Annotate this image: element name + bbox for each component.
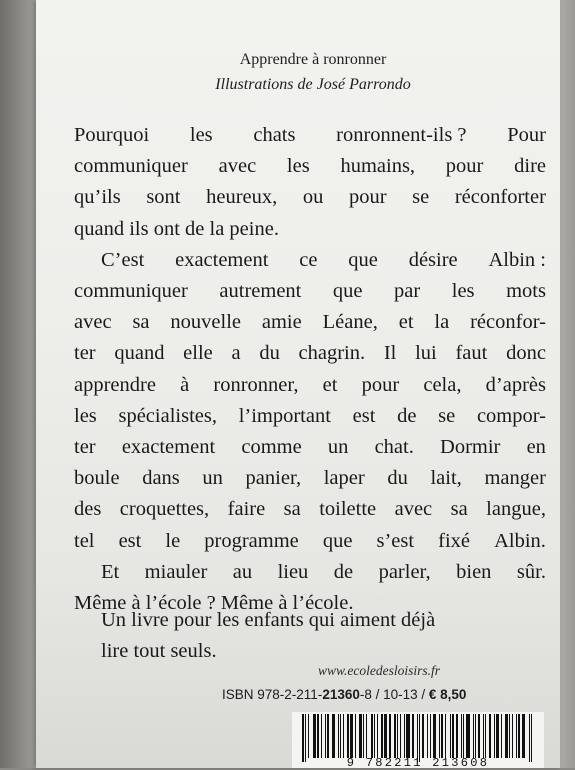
blurb-word: croquettes, — [119, 498, 210, 521]
blurb-word: faire — [227, 498, 266, 521]
barcode-bar — [427, 714, 428, 758]
barcode-bar — [445, 714, 446, 758]
blurb-word: réconfor- — [470, 311, 546, 334]
barcode-bar — [350, 714, 352, 758]
blurb-word: Albin : — [488, 248, 546, 271]
barcode-bar — [485, 714, 486, 758]
tagline-line: lire tout seuls. — [101, 640, 217, 662]
blurb-word: lait, — [430, 467, 462, 490]
barcode-bar — [516, 714, 517, 758]
barcode-bar — [332, 714, 335, 758]
barcode-bar — [531, 714, 532, 762]
book-title: Apprendre à ronronner — [239, 51, 387, 68]
blurb-word: exactement — [121, 436, 216, 459]
blurb-word: sont — [146, 186, 181, 209]
barcode-bar — [466, 714, 469, 758]
blurb-word: ter — [74, 342, 96, 365]
barcode-bar — [355, 714, 356, 758]
barcode-bar — [371, 714, 373, 758]
blurb-word: ronronnent-ils ? — [336, 124, 467, 146]
blurb-word: dire — [514, 155, 546, 178]
barcode-bar — [302, 714, 304, 762]
barcode — [292, 712, 544, 768]
blurb-word: les — [74, 404, 97, 427]
blurb-text — [74, 120, 546, 619]
blurb-word: et — [398, 311, 414, 334]
blurb-line — [74, 526, 546, 557]
blurb-word: et — [322, 373, 338, 396]
barcode-digits: 9 782211 213608 — [346, 756, 490, 770]
blurb-word: comme — [241, 436, 302, 459]
barcode-bar — [325, 714, 326, 758]
barcode-bar — [509, 714, 510, 758]
blurb-line — [74, 370, 546, 401]
blurb-word: compor- — [476, 404, 546, 427]
barcode-bar — [496, 714, 499, 758]
blurb-line — [74, 432, 546, 463]
blurb-word: Pourquoi — [74, 124, 150, 146]
blurb-line — [74, 557, 546, 588]
blurb-word: laper — [323, 467, 365, 490]
blurb-word: l’important — [238, 404, 331, 427]
blurb-word: miauler — [144, 560, 208, 583]
barcode-bar — [475, 714, 476, 758]
barcode-bar — [452, 714, 454, 758]
blurb-word: donc — [506, 342, 546, 365]
isbn-bold: 21360 — [322, 687, 360, 702]
barcode-bar — [489, 714, 491, 758]
blurb-word: fixé — [438, 529, 471, 552]
blurb-word: chat. — [374, 436, 414, 459]
barcode-bar — [529, 714, 530, 762]
blurb-word: un — [202, 467, 223, 490]
blurb-word: se — [412, 186, 430, 209]
book-back-cover — [36, 0, 560, 768]
barcode-bar — [512, 714, 513, 758]
barcode-bar — [439, 714, 440, 758]
tagline-line: Un livre pour les enfants qui aiment déjà — [101, 609, 436, 631]
price: € 8,50 — [428, 687, 467, 702]
blurb-line — [74, 276, 546, 307]
blurb-word: langue, — [486, 498, 546, 521]
barcode-bar — [343, 714, 344, 758]
blurb-word: bien — [456, 560, 492, 583]
blurb-word: de — [397, 404, 417, 427]
blurb-word: avec — [74, 311, 112, 334]
blurb-word: du — [387, 467, 408, 490]
barcode-bar — [430, 714, 431, 758]
blurb-word: en — [526, 436, 546, 459]
barcode-bar — [338, 714, 339, 758]
barcode-bar — [397, 714, 398, 758]
blurb-word: communiquer — [74, 155, 188, 178]
barcode-bar — [305, 714, 306, 762]
barcode-bar — [400, 714, 401, 758]
blurb-word: les — [286, 155, 310, 178]
blurb-word: sûr. — [516, 560, 546, 583]
blurb-word: Dormir — [440, 436, 501, 459]
blurb-word: que — [348, 248, 378, 271]
barcode-bar — [321, 714, 322, 758]
barcode-bar — [473, 714, 474, 758]
blurb-word: Et — [101, 560, 120, 583]
barcode-bar — [308, 714, 309, 758]
blurb-word: par — [394, 280, 421, 303]
blurb-word: programme — [204, 529, 299, 552]
blurb-word: spécialistes, — [118, 404, 217, 427]
barcode-bar — [417, 714, 418, 762]
blurb-word: qu’ils — [74, 186, 121, 209]
blurb-line — [74, 463, 546, 494]
blurb-word: elle — [183, 342, 213, 365]
blurb-word: dans — [142, 467, 180, 490]
barcode-bar — [317, 714, 319, 758]
blurb-word: a — [231, 342, 241, 365]
blurb-word: les — [189, 124, 213, 146]
barcode-bar — [501, 714, 502, 758]
blurb-word: réconforter — [454, 186, 546, 209]
barcode-bar — [381, 714, 383, 758]
blurb-word: panier, — [245, 467, 302, 490]
blurb-word: chats — [253, 124, 296, 146]
blurb-word: chagrin. — [298, 342, 366, 365]
blurb-line — [74, 151, 546, 182]
blurb-word: de — [333, 560, 354, 583]
blurb-word: pour — [348, 186, 387, 209]
barcode-bar — [347, 714, 349, 758]
blurb-word: que — [322, 529, 353, 552]
barcode-bar — [377, 714, 378, 758]
blurb-word: désire — [408, 248, 458, 271]
blurb-word: boule — [74, 467, 120, 490]
barcode-bar — [374, 714, 375, 758]
blurb-word: avec — [218, 155, 257, 178]
blurb-word: amie — [261, 311, 302, 334]
blurb-word: pour — [445, 155, 484, 178]
blurb-word: que — [332, 280, 363, 303]
blurb-word: ou — [302, 186, 324, 209]
barcode-bar — [419, 714, 420, 762]
blurb-word: humains, — [340, 155, 416, 178]
blurb-word: apprendre — [74, 373, 156, 396]
blurb-word: communiquer — [74, 280, 188, 303]
blurb-word: est — [118, 529, 142, 552]
barcode-bar — [422, 714, 424, 758]
blurb-word: Même à l’école ? Même à l’école. — [74, 592, 354, 615]
barcode-bar — [366, 714, 367, 758]
barcode-bar — [406, 714, 409, 758]
blurb-word: Albin. — [494, 529, 546, 552]
blurb-word: C’est — [101, 248, 145, 271]
blurb-word: des — [74, 498, 102, 521]
blurb-line — [74, 120, 546, 151]
blurb-word: ronronner, — [213, 373, 299, 396]
barcode-bar — [441, 714, 443, 758]
barcode-bar — [394, 714, 396, 758]
blurb-word: d’après — [485, 373, 546, 396]
blurb-word: faut — [455, 342, 488, 365]
blurb-word: les — [451, 280, 475, 303]
blurb-word: avec — [394, 498, 433, 521]
blurb-line — [74, 214, 546, 245]
barcode-bar — [463, 714, 464, 758]
tagline — [101, 605, 546, 667]
blurb-word: quand — [114, 342, 165, 365]
blurb-word: un — [327, 436, 349, 459]
blurb-word: du — [259, 342, 280, 365]
blurb-word: ter — [74, 436, 96, 459]
blurb-line — [74, 245, 546, 276]
barcode-bar — [478, 714, 480, 758]
barcode-bar — [412, 714, 414, 758]
blurb-word: parler, — [378, 560, 431, 583]
barcode-bar — [483, 714, 484, 758]
barcode-bar — [363, 714, 364, 758]
blurb-word: s’est — [376, 529, 415, 552]
barcode-bar — [522, 714, 525, 758]
blurb-word: manger — [484, 467, 546, 490]
blurb-word: ce — [299, 248, 318, 271]
blurb-word: autrement — [219, 280, 302, 303]
barcode-bars — [302, 714, 534, 758]
blurb-word: à — [180, 373, 190, 396]
barcode-bar — [327, 714, 329, 758]
blurb-word: Pour — [507, 124, 546, 146]
barcode-bar — [404, 714, 405, 758]
barcode-bar — [433, 714, 436, 758]
barcode-bar — [494, 714, 495, 758]
blurb-line — [74, 182, 546, 213]
blurb-word: Il — [383, 342, 397, 365]
blurb-word: tel — [74, 529, 95, 552]
barcode-bar — [313, 714, 316, 758]
publisher-url: www.ecoledesloisirs.fr — [317, 663, 440, 678]
isbn-suffix: -8 / 10-13 / — [359, 687, 429, 702]
barcode-bar — [518, 714, 520, 758]
blurb-word: sa — [450, 498, 468, 521]
blurb-word: exactement — [175, 248, 269, 271]
barcode-bar — [389, 714, 390, 758]
barcode-bar — [359, 714, 362, 758]
blurb-word: quand ils ont de la peine. — [74, 217, 279, 240]
barcode-bar — [461, 714, 462, 758]
blurb-word: Léane, — [322, 311, 378, 334]
blurb-word: cela, — [423, 373, 462, 396]
blurb-word: se — [438, 404, 456, 427]
blurb-word: toilette — [319, 498, 377, 521]
isbn-prefix: ISBN 978-2-211- — [222, 687, 323, 702]
illustrator-credit: Illustrations de José Parrondo — [215, 76, 411, 93]
blurb-word: lui — [415, 342, 437, 365]
blurb-word: est — [352, 404, 376, 427]
barcode-bar — [384, 714, 387, 758]
blurb-word: heureux, — [206, 186, 278, 209]
blurb-line — [74, 494, 546, 525]
blurb-word: au — [232, 560, 253, 583]
blurb-word: le — [165, 529, 181, 552]
barcode-bar — [340, 714, 341, 758]
blurb-word: nouvelle — [170, 311, 241, 334]
isbn-line — [222, 687, 466, 702]
blurb-word: sa — [132, 311, 150, 334]
barcode-bar — [505, 714, 507, 758]
blurb-line — [74, 401, 546, 432]
blurb-word: la — [434, 311, 450, 334]
blurb-line — [74, 338, 546, 369]
blurb-line — [74, 307, 546, 338]
blurb-word: pour — [361, 373, 400, 396]
blurb-word: sa — [283, 498, 301, 521]
barcode-bar — [450, 714, 451, 758]
background-left — [0, 0, 40, 768]
blurb-word: lieu — [277, 560, 309, 583]
barcode-bar — [456, 714, 458, 758]
blurb-word: mots — [506, 280, 546, 303]
